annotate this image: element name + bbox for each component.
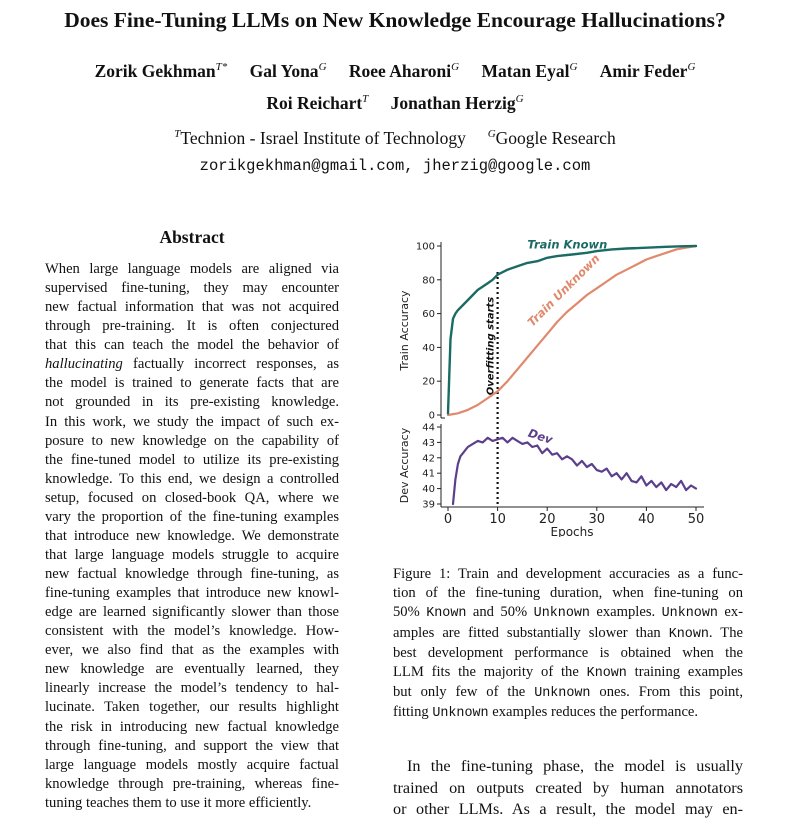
overfitting-label: Overfitting starts [485,296,497,396]
abstract-line: supervised fine-tuning, they may encounter [45,280,339,297]
abstract-line: knowledge. To this end, we design a controlled [45,470,339,487]
author: Gal Yona$^G$ [249,61,327,81]
caption-line: LLM fits the majority of the Known training examples [393,664,743,682]
abstract-line: edge are learned significantly slower than those [45,604,339,621]
abstract-line: fine-tuning examples that introduce new knowl- [45,585,339,602]
y-tick-label: 80 [422,275,435,287]
y-tick-label: 40 [422,342,435,354]
x-tick-label: 40 [638,512,655,527]
caption-line: Figure 1: Train and development accuracies as a func- [393,566,743,582]
abstract-line: hallucinating factually incorrect responses, as [45,356,339,373]
abstract-line: posure to new knowledge on the capability of [45,432,339,449]
training-accuracy-chart [392,232,712,537]
x-tick-label: 50 [687,512,705,527]
abstract-heading: Abstract [159,227,225,247]
abstract-line: lucinate. Taken together, our results highlight [45,699,339,716]
y-tick-label: 41 [422,468,435,480]
abstract-line: through fine-tuning, and support the view that [45,737,339,754]
abstract-line: consistent with the model’s knowledge. How- [45,623,339,640]
label-train-known: Train Known [527,237,608,252]
author-line-1 [0,61,790,82]
abstract-line: the model is trained to generate facts that are [45,375,339,392]
abstract-line: linearly increase the model’s tendency to hal- [45,680,339,697]
x-tick-label: 30 [588,512,606,527]
top-y-label: Train Accuracy [398,290,411,371]
abstract-line: large language models mostly acquire factual [45,756,339,773]
caption-line: fitting Unknown examples reduces the performance. [393,704,699,722]
caption-line: but only few of the Unknown ones. From this point, [393,684,743,702]
affiliations: $^T$Technion - Israel Institute of Technology $^G$Google Research [174,128,616,148]
paper-title: Does Fine-Tuning LLMs on New Knowledge Encourage Hallucinations? [64,8,726,32]
x-tick-label: 0 [443,512,453,527]
caption-line: best development performance is obtained when the [393,644,743,661]
abstract-line: vary the proportion of the fine-tuning examples [45,508,339,525]
abstract-body [45,260,339,813]
label-train-unknown: Train Unknown [524,251,603,330]
y-tick-label: 39 [422,499,435,511]
abstract-line: not grounded in its pre-existing knowledge. [45,394,339,411]
author: Matan Eyal$^G$ [481,61,578,81]
author: Roi Reichart$^T$ [266,93,369,113]
series-dev [453,438,696,504]
y-tick-label: 44 [422,422,435,434]
author: Amir Feder$^G$ [599,61,696,81]
y-tick-label: 42 [422,453,435,465]
abstract-line: new knowledge are eventually learned, they [45,661,339,678]
intro-paragraph [393,756,743,821]
y-tick-label: 0 [428,410,435,422]
caption-line: 50% Known and 50% Unknown examples. Unknown ex- [393,604,743,622]
abstract-line: knowledge through pre-training, whereas fine- [45,775,339,792]
abstract-line: In this work, we study the impact of such ex- [45,413,339,430]
x-tick-label: 20 [538,512,556,527]
abstract-line: ever, we also find that as the examples with [45,642,339,659]
abstract-line: tuning teaches them to use it more efficiently. [45,794,312,811]
author: Zorik Gekhman$^{T*}$ [94,61,228,81]
y-tick-label: 40 [422,484,435,496]
abstract-line: setup, focused on closed-book QA, where we [45,489,339,506]
abstract-line: that this can teach the model the behavior of [45,337,339,354]
y-tick-label: 43 [422,437,435,449]
figure-caption [393,565,743,724]
author-emails: zorikgekhman@gmail.com, jherzig@google.com [199,157,591,175]
abstract-line: the fine-tuned model to utilize its pre-existing [45,451,339,468]
abstract-line: new factual information that was not acquired [45,299,339,316]
intro-line: trained on outputs created by human annotators [393,778,743,797]
intro-line: In the fine-tuning phase, the model is usually [407,757,743,775]
y-tick-label: 60 [422,309,435,321]
author-line-2 [0,93,790,114]
abstract-line: When large language models are aligned via [45,261,339,277]
y-tick-label: 20 [422,376,435,388]
abstract-line: new factual knowledge through fine-tuning, as [45,566,339,582]
caption-line: amples are fitted substantially slower than Known. The [393,624,743,642]
abstract-line: the risk in introducing new factual knowledge [45,718,339,735]
abstract-line: that large language models struggle to acquire [45,546,339,563]
figure-1 [392,232,712,537]
author: Roee Aharoni$^G$ [348,61,460,81]
abstract-line: that introduce new knowledge. We demonstrate [45,527,339,544]
x-axis-label: Epochs [550,525,594,537]
label-dev: Dev [526,425,555,447]
intro-line: or other LLMs. As a result, the model may en- [393,800,743,818]
y-tick-label: 100 [415,241,435,253]
x-tick-label: 10 [489,512,506,527]
author: Jonathan Herzig$^G$ [390,93,524,113]
caption-line: tion of the fine-tuning duration, when fine-tuning on [393,585,743,602]
abstract-line: through pre-training. It is often conjectured [45,318,339,335]
bottom-y-label: Dev Accuracy [398,427,411,504]
